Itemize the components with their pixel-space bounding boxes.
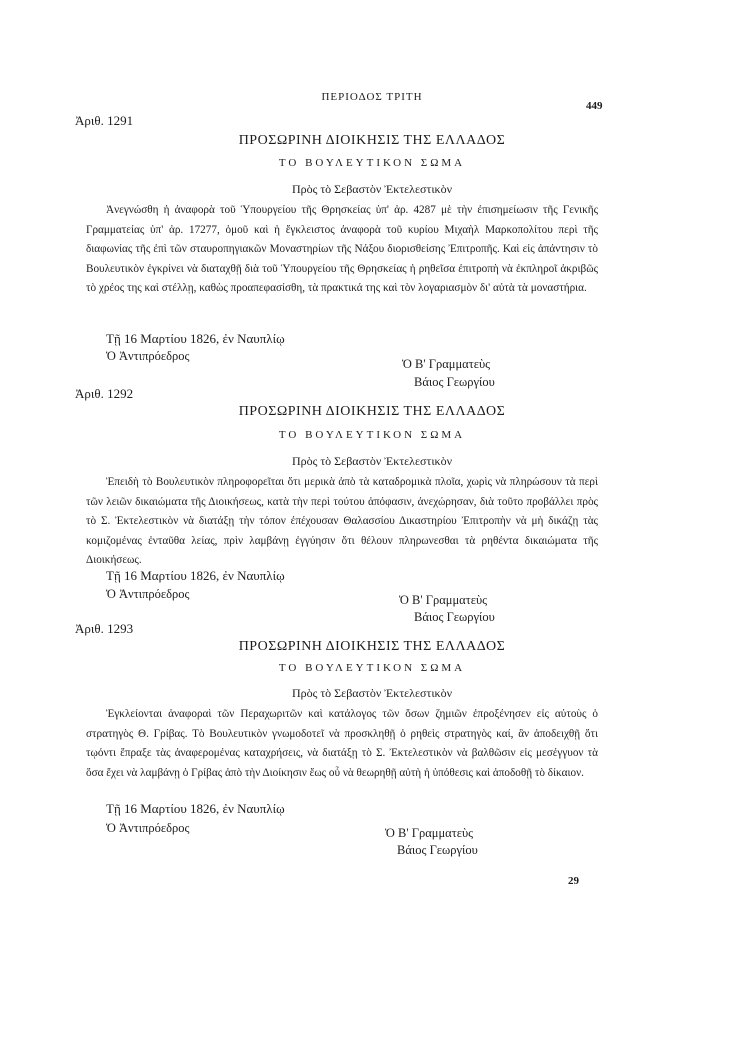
secretary-name: Βάιος Γεωργίου (414, 610, 495, 624)
document-addressee: Πρὸς τὸ Σεβαστὸν Ἐκτελεστικὸν (291, 686, 453, 700)
document-body (86, 705, 598, 783)
secretary-name: Βάιος Γεωργίου (397, 843, 478, 857)
secretary-title: Ὁ Β' Γραμματεὺς (402, 357, 491, 371)
document-addressee: Πρὸς τὸ Σεβαστὸν Ἐκτελεστικὸν (291, 454, 453, 468)
document-number: Ἀριθ. 1291 (75, 113, 134, 128)
document-subtitle: ΤΟ ΒΟΥΛΕΥΤΙΚΟΝ ΣΩΜΑ (278, 157, 466, 169)
document-number: Ἀριθ. 1293 (75, 621, 134, 636)
document-date: Τῇ 16 Μαρτίου 1826, ἐν Ναυπλίῳ (106, 331, 285, 346)
page-number-top: 449 (586, 100, 603, 112)
document-body (86, 473, 598, 571)
document-title: ΠΡΟΣΩΡΙΝΗ ΔΙΟΙΚΗΣΙΣ ΤΗΣ ΕΛΛΑΔΟΣ (238, 133, 506, 148)
secretary-name: Βάιος Γεωργίου (414, 375, 495, 389)
vice-president-signature: Ὁ Ἀντιπρόεδρος (106, 587, 190, 601)
secretary-title: Ὁ Β' Γραμματεὺς (385, 826, 474, 840)
running-header: ΠΕΡΙΟΔΟΣ ΤΡΙΤΗ (321, 91, 423, 103)
document-subtitle: ΤΟ ΒΟΥΛΕΥΤΙΚΟΝ ΣΩΜΑ (278, 662, 466, 674)
document-title: ΠΡΟΣΩΡΙΝΗ ΔΙΟΙΚΗΣΙΣ ΤΗΣ ΕΛΛΑΔΟΣ (238, 404, 506, 419)
body-paragraph: Ἐπειδὴ τὸ Βουλευτικὸν πληροφορεῖται ὅτι μερικὰ ἀπὸ τὰ καταδρομικὰ πλοῖα, χωρὶς νὰ πληρώσουν τὰ περὶ τῶν λειῶν δικαιώματα τῆς Διοικήσεως, κατὰ τὴν περὶ τούτου ἀπόφασιν, ἀνεχώρησαν, διὰ τοῦτο προβάλλει πρὸς τὸ Σ. Ἐκτελεστικὸν νὰ διατάξῃ τὴν τόπον ἐπέχουσαν Θαλασσίου Δικαστηρίου Ἐπιτροπὴν νὰ μὴ δικάζῃ τὰς κομιζομένας ἐνταῦθα λείας, πρὶν λαμβάνῃ ἐγγύησιν ὅτι θέλουν πληρωνεσθαι τὰ ρηθέντα δικαιώματα τῆς Διοικήσεως. (86, 476, 598, 566)
document-body (86, 201, 598, 299)
document-date: Τῇ 16 Μαρτίου 1826, ἐν Ναυπλίῳ (106, 568, 285, 583)
body-paragraph: Ἐγκλείονται ἀναφοραὶ τῶν Περαχωριτῶν καὶ κατάλογος τῶν ὅσων ζημιῶν ἐπροξένησεν εἰς αὐτοὺς ὁ στρατηγὸς Θ. Γρίβας. Τὸ Βουλευτικὸν γνωμοδοτεῖ νὰ προσκληθῇ ὁ ρηθεὶς στρατηγὸς καί, ἂν ἀποδειχθῇ ὅτι τῳόντι ἔπραξε τὰς ἀναφερομένας καταχρήσεις, νὰ διατάξῃ τὸ Σ. Ἐκτελεστικὸν νὰ βαλθῶσιν εἰς μεσέγγυον τὰ ὅσα ἔχει νὰ λαμβάνῃ ὁ Γρίβας ἀπὸ τὴν Διοίκησιν ἕως οὗ νὰ θεωρηθῇ αὐτὴ ἡ ὑπόθεσις καὶ ἀποδοθῇ τὸ δίκαιον. (86, 708, 598, 779)
document-number: Ἀριθ. 1292 (75, 386, 134, 401)
document-subtitle: ΤΟ ΒΟΥΛΕΥΤΙΚΟΝ ΣΩΜΑ (278, 429, 466, 441)
vice-president-signature: Ὁ Ἀντιπρόεδρος (106, 821, 190, 835)
document-date: Τῇ 16 Μαρτίου 1826, ἐν Ναυπλίῳ (106, 801, 285, 816)
page-number-bottom: 29 (568, 875, 579, 887)
document-title: ΠΡΟΣΩΡΙΝΗ ΔΙΟΙΚΗΣΙΣ ΤΗΣ ΕΛΛΑΔΟΣ (238, 639, 506, 654)
secretary-title: Ὁ Β' Γραμματεὺς (399, 593, 488, 607)
document-addressee: Πρὸς τὸ Σεβαστὸν Ἐκτελεστικὸν (291, 182, 453, 196)
vice-president-signature: Ὁ Ἀντιπρόεδρος (106, 349, 190, 363)
body-paragraph: Ἀνεγνώσθη ἡ ἀναφορὰ τοῦ Ὑπουργείου τῆς Θρησκείας ὑπ' ἀρ. 4287 μὲ τὴν ἐπισημείωσιν τῆς Γενικῆς Γραμματείας ὑπ' ἀρ. 17277, ὁμοῦ καὶ ἡ ἔγκλειστος ἀναφορὰ τοῦ κυρίου Μιχαὴλ Μαρκοπολίτου περὶ τῆς διαφωνίας τῆς ἐπὶ τῶν σταυροπηγιακῶν Μοναστηρίων τῆς Νάξου διορισθείσης Ἐπιτροπῆς. Καὶ εἰς ἀπάντησιν τὸ Βουλευτικὸν ἐγκρίνει νὰ διαταχθῇ διὰ τοῦ Ὑπουργείου τῆς Θρησκείας ἡ ρηθεῖσα ἐπιτροπὴ νὰ ἐκπληροῖ ἀκριβῶς τὸ χρέος της καὶ στέλλῃ, καθὼς προαπεφασίσθη, τὰ πρακτικά της καὶ τὸν λογαριασμὸν δι' αὐτὰ τὰ μοναστήρια. (86, 204, 598, 294)
